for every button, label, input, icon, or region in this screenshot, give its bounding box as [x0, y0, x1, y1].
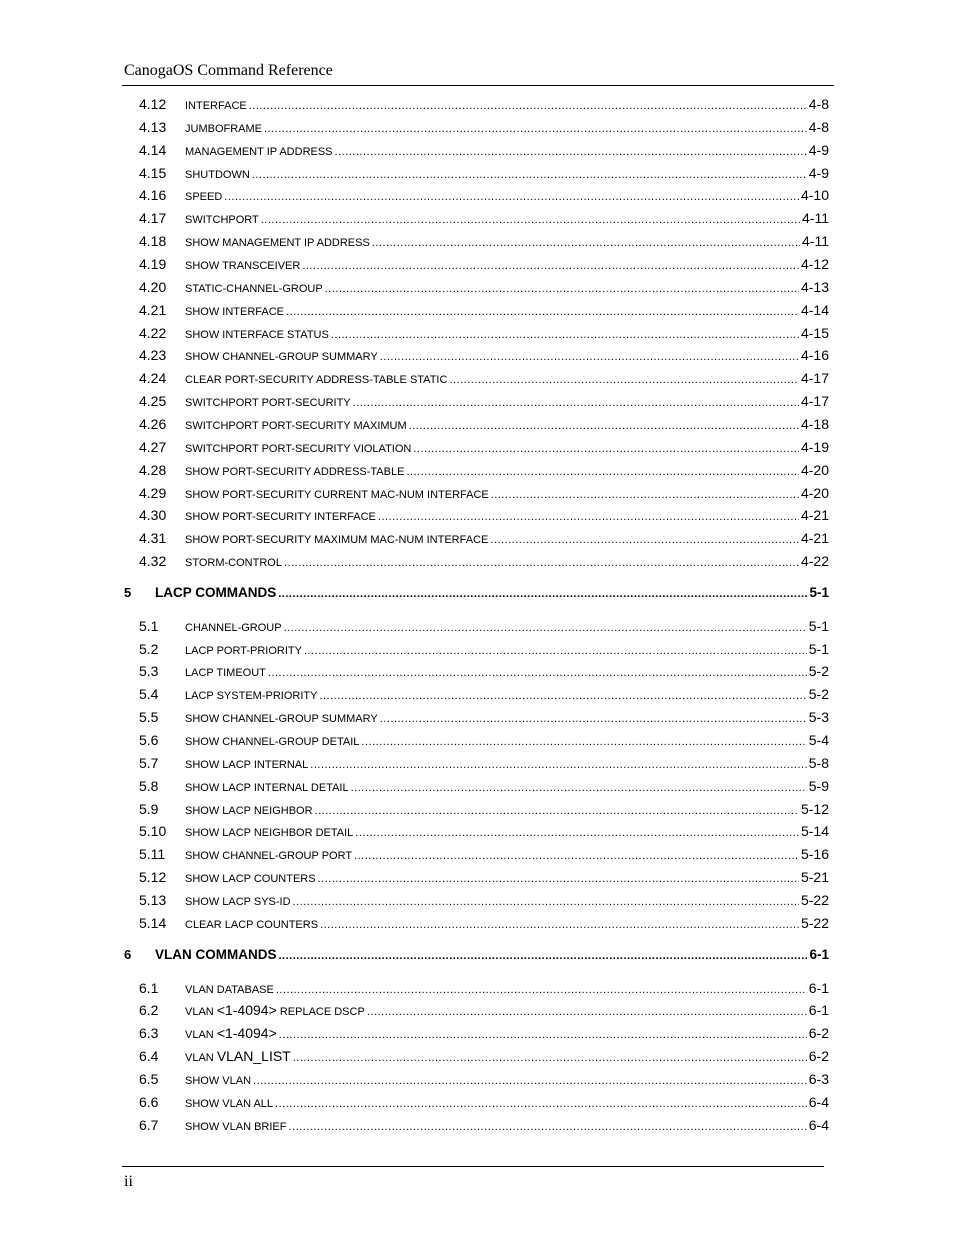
dot-leader — [331, 329, 799, 341]
toc-entry[interactable] — [139, 416, 829, 436]
dot-leader — [380, 713, 807, 725]
toc-entry-page: 4-20 — [800, 461, 829, 478]
header-rule — [122, 85, 834, 86]
toc-entry-number: 5.7 — [139, 754, 159, 771]
toc-entry-number: 4.14 — [139, 141, 167, 158]
toc-entry-title: STORM-CONTROL — [185, 557, 282, 569]
toc-entry-page: 5-16 — [800, 846, 829, 863]
toc-entry-page: 5-1 — [808, 640, 829, 657]
dot-leader — [224, 191, 799, 203]
toc-entry-page: 4-21 — [800, 507, 829, 524]
dot-leader — [268, 667, 807, 679]
toc-entry-title-suffix: REPLACE DSCP — [279, 1006, 365, 1019]
toc-section-entry[interactable] — [124, 947, 829, 967]
toc-entry[interactable] — [139, 256, 829, 276]
toc-entry-title: SPEED — [185, 191, 223, 204]
toc-entry-title-argument: <1-4094> — [216, 1002, 277, 1019]
dot-leader — [315, 805, 799, 817]
dot-leader — [351, 782, 807, 794]
toc-entry[interactable] — [139, 823, 829, 843]
dot-leader — [276, 984, 807, 996]
toc-entry[interactable] — [139, 892, 829, 912]
toc-entry-title: SHUTDOWN — [185, 168, 250, 181]
dot-leader — [304, 645, 807, 657]
toc-entry-title: SHOW CHANNEL-GROUP SUMMARY — [185, 713, 378, 726]
toc-entry-number: 5.8 — [139, 777, 159, 794]
toc-entry-page: 5-9 — [808, 777, 829, 794]
toc-entry-number: 4.26 — [139, 415, 167, 432]
dot-leader — [275, 1098, 807, 1110]
toc-entry[interactable] — [139, 801, 829, 821]
toc-entry-page: 4-13 — [800, 278, 829, 295]
toc-entry[interactable] — [139, 755, 829, 775]
toc-entry-number: 4.27 — [139, 438, 167, 455]
toc-entry-title: SHOW VLAN BRIEF — [185, 1120, 287, 1133]
toc-entry-title: SHOW CHANNEL-GROUP PORT — [185, 850, 353, 863]
toc-entry-page: 6-2 — [808, 1025, 829, 1042]
toc-entry-number: 5.9 — [139, 800, 159, 817]
toc-entry-number: 5.10 — [139, 823, 167, 840]
toc-entry-page: 5-22 — [800, 914, 829, 931]
toc-entry[interactable] — [139, 393, 829, 413]
toc-entry[interactable] — [139, 165, 829, 185]
toc-entry-number: 4.17 — [139, 210, 167, 227]
dot-leader — [335, 146, 807, 158]
toc-entry-title-keyword: VLAN — [185, 1052, 214, 1064]
toc-entry[interactable] — [139, 1094, 829, 1114]
toc-entry-page: 6-4 — [808, 1093, 829, 1110]
toc-entry[interactable] — [139, 142, 829, 162]
dot-leader — [284, 557, 799, 569]
toc-entry-number: 6.3 — [139, 1025, 159, 1042]
toc-entry-number: 6.1 — [139, 979, 159, 996]
toc-entry-title: SHOW LACP NEIGHBOR — [185, 804, 313, 817]
dot-leader — [252, 169, 807, 181]
toc-entry[interactable] — [139, 641, 829, 661]
dot-leader — [354, 850, 799, 862]
dot-leader — [293, 1052, 807, 1064]
toc-entry-number: 5.6 — [139, 732, 159, 748]
toc-entry-page: 5-14 — [800, 823, 829, 840]
toc-entry-title: SHOW CHANNEL-GROUP SUMMARY — [185, 351, 378, 364]
toc-entry-title-keyword: VLAN — [185, 1029, 214, 1042]
dot-leader — [318, 873, 799, 885]
dot-leader — [406, 466, 799, 478]
toc-entry[interactable] — [139, 686, 829, 706]
dot-leader — [413, 443, 799, 455]
toc-entry-page: 4-11 — [802, 233, 829, 250]
toc-entry-title: SWITCHPORT PORT-SECURITY — [185, 397, 351, 410]
toc-entry-title: STATIC-CHANNEL-GROUP — [185, 282, 323, 295]
toc-entry-title: SHOW VLAN ALL — [185, 1097, 274, 1110]
toc-entry-number: 5 — [124, 585, 132, 601]
toc-entry-number: 6.5 — [139, 1070, 159, 1087]
toc-entry[interactable] — [139, 187, 829, 207]
toc-entry-page: 5-21 — [800, 869, 829, 886]
toc-entry-title: LACP COMMANDS — [155, 585, 277, 601]
toc-entry-number: 4.18 — [139, 233, 167, 250]
toc-entry-title: SHOW VLAN — [185, 1074, 252, 1087]
toc-entry-title: SHOW LACP SYS-ID — [185, 895, 291, 908]
toc-entry-number: 4.31 — [139, 530, 167, 547]
toc-entry-title — [185, 1002, 365, 1018]
footer-rule — [122, 1166, 824, 1167]
dot-leader — [279, 950, 808, 962]
toc-section-entry[interactable] — [124, 585, 829, 605]
dot-leader — [409, 420, 799, 432]
page-header-title: CanogaOS Command Reference — [124, 62, 333, 79]
toc-entry-number: 6.7 — [139, 1116, 159, 1133]
toc-entry-page: 5-22 — [800, 891, 829, 908]
dot-leader — [325, 283, 799, 295]
toc-entry-number: 5.12 — [139, 869, 167, 886]
toc-entry[interactable] — [139, 869, 829, 889]
toc-entry-title: SWITCHPORT PORT-SECURITY VIOLATION — [185, 442, 412, 455]
toc-entry[interactable] — [139, 370, 829, 390]
toc-entry-title: CLEAR LACP COUNTERS — [185, 918, 319, 931]
dot-leader — [372, 237, 800, 249]
toc-entry[interactable] — [139, 302, 829, 322]
dot-leader — [253, 1075, 807, 1087]
toc-entry-title: SHOW CHANNEL-GROUP DETAIL — [185, 736, 360, 748]
toc-entry-title: CLEAR PORT-SECURITY ADDRESS-TABLE STATIC — [185, 374, 448, 387]
toc-entry-number: 5.4 — [139, 686, 159, 703]
toc-entry-page: 4-19 — [800, 438, 829, 455]
toc-entry-page: 4-11 — [802, 210, 829, 227]
toc-entry-page: 4-16 — [800, 347, 829, 364]
toc-entry[interactable] — [139, 732, 829, 752]
toc-entry[interactable] — [139, 618, 829, 638]
toc-entry-page: 4-8 — [808, 96, 829, 112]
toc-entry-number: 4.21 — [139, 301, 167, 318]
toc-entry-number: 5.2 — [139, 640, 159, 657]
toc-entry[interactable] — [139, 530, 829, 550]
toc-entry-title: SHOW PORT-SECURITY ADDRESS-TABLE — [185, 465, 405, 478]
toc-entry-number: 6.2 — [139, 1002, 159, 1019]
toc-entry-title: SHOW INTERFACE STATUS — [185, 328, 329, 341]
toc-entry-page: 4-22 — [800, 553, 829, 569]
toc-entry-number: 4.23 — [139, 347, 167, 364]
toc-entry-page: 5-4 — [808, 732, 829, 748]
dot-leader — [361, 736, 806, 748]
toc-entry-number: 4.22 — [139, 324, 167, 341]
dot-leader — [353, 397, 799, 409]
dot-leader — [378, 511, 799, 523]
toc-entry-page: 4-21 — [800, 530, 829, 547]
toc-entry[interactable] — [139, 1117, 829, 1137]
toc-entry-number: 4.12 — [139, 96, 167, 112]
dot-leader — [310, 759, 806, 771]
toc-entry[interactable] — [139, 846, 829, 866]
dot-leader — [380, 351, 799, 363]
toc-entry[interactable] — [139, 233, 829, 253]
toc-entry-number: 5.14 — [139, 914, 167, 931]
toc-entry-page: 5-8 — [808, 754, 829, 771]
toc-entry[interactable] — [139, 1071, 829, 1091]
toc-entry-title: SWITCHPORT — [185, 214, 259, 227]
toc-entry[interactable] — [139, 778, 829, 798]
toc-entry-page: 5-3 — [808, 709, 829, 726]
toc-entry-page: 6-1 — [808, 979, 829, 996]
toc-entry-number: 5.5 — [139, 709, 159, 726]
toc-entry-title: SHOW LACP COUNTERS — [185, 873, 316, 886]
toc-entry-page: 6-1 — [809, 947, 829, 963]
toc-entry-page: 6-2 — [808, 1048, 829, 1064]
dot-leader — [288, 1121, 806, 1133]
toc-entry-title: VLAN DATABASE — [185, 983, 274, 996]
toc-entry[interactable] — [139, 325, 829, 345]
toc-entry[interactable] — [139, 96, 829, 116]
toc-entry-page: 4-14 — [800, 301, 829, 318]
toc-entry-number: 4.24 — [139, 370, 167, 387]
toc-entry-title: SHOW PORT-SECURITY MAXIMUM MAC-NUM INTERFACE — [185, 534, 489, 547]
toc-entry-title-keyword: VLAN — [185, 1006, 214, 1019]
toc-entry-page: 4-9 — [808, 164, 829, 181]
toc-entry[interactable] — [139, 347, 829, 367]
toc-entry-title-argument: VLAN_LIST — [216, 1048, 291, 1064]
dot-leader — [302, 260, 799, 272]
toc-entry-title: JUMBOFRAME — [185, 122, 262, 135]
toc-entry-page: 6-3 — [808, 1070, 829, 1087]
dot-leader — [279, 1029, 807, 1041]
toc-entry-number: 5.3 — [139, 663, 159, 680]
toc-entry[interactable] — [139, 663, 829, 683]
toc-entry-title: SHOW PORT-SECURITY INTERFACE — [185, 511, 376, 524]
toc-entry-title: INTERFACE — [185, 100, 247, 112]
toc-entry[interactable] — [139, 553, 829, 573]
toc-entry-title: LACP TIMEOUT — [185, 667, 266, 680]
dot-leader — [286, 306, 799, 318]
toc-entry-number: 4.19 — [139, 255, 167, 272]
toc-entry-title: SHOW PORT-SECURITY CURRENT MAC-NUM INTERFACE — [185, 488, 489, 501]
toc-entry-page: 5-1 — [808, 617, 829, 634]
dot-leader — [293, 896, 799, 908]
dot-leader — [319, 690, 806, 702]
toc-entry-number: 5.11 — [139, 846, 166, 863]
toc-entry-number: 4.29 — [139, 484, 167, 501]
dot-leader — [355, 827, 799, 839]
toc-entry[interactable] — [139, 119, 829, 139]
toc-entry[interactable] — [139, 439, 829, 459]
toc-entry-title: SHOW LACP NEIGHBOR DETAIL — [185, 827, 354, 840]
dot-leader — [261, 214, 800, 226]
toc-entry-page: 4-17 — [800, 370, 829, 387]
dot-leader — [491, 489, 799, 501]
toc-entry-number: 4.13 — [139, 118, 167, 135]
dot-leader — [449, 374, 799, 386]
dot-leader — [284, 622, 807, 634]
toc-entry-title: SHOW MANAGEMENT IP ADDRESS — [185, 237, 370, 250]
toc-entry-page: 5-12 — [800, 800, 829, 817]
toc-entry-number: 5.13 — [139, 891, 167, 908]
toc-entry[interactable] — [139, 210, 829, 230]
toc-entry-number: 4.20 — [139, 278, 167, 295]
toc-entry-page: 5-1 — [809, 585, 829, 601]
toc-entry-page: 6-1 — [808, 1002, 829, 1019]
toc-entry[interactable] — [139, 1025, 829, 1045]
toc-entry-number: 4.28 — [139, 461, 167, 478]
toc-entry-number: 6 — [124, 947, 132, 963]
toc-entry-title — [185, 1025, 277, 1041]
toc-entry-page: 4-20 — [800, 484, 829, 501]
toc-entry-page: 4-9 — [808, 141, 829, 158]
toc-entry-number: 4.15 — [139, 164, 167, 181]
toc-entry-title: SHOW LACP INTERNAL DETAIL — [185, 781, 349, 794]
toc-entry-page: 5-2 — [808, 663, 829, 680]
footer-page-number: ii — [124, 1173, 133, 1190]
toc-entry-page: 5-2 — [808, 686, 829, 703]
toc-entry[interactable] — [139, 507, 829, 527]
toc-entry-title: SHOW TRANSCEIVER — [185, 259, 301, 272]
toc-entry-title: VLAN COMMANDS — [155, 947, 277, 963]
dot-leader — [278, 588, 807, 600]
toc-entry[interactable] — [139, 279, 829, 299]
toc-entry-page: 4-18 — [800, 415, 829, 432]
dot-leader — [367, 1006, 807, 1018]
toc-entry[interactable] — [139, 1048, 829, 1068]
toc-entry-title: LACP PORT-PRIORITY — [185, 644, 302, 657]
toc-entry-title: LACP SYSTEM-PRIORITY — [185, 690, 318, 703]
dot-leader — [249, 100, 807, 112]
toc-entry[interactable] — [139, 915, 829, 935]
toc-entry[interactable] — [139, 709, 829, 729]
toc-entry-title: MANAGEMENT IP ADDRESS — [185, 145, 333, 158]
dot-leader — [320, 919, 799, 931]
toc-entry-title — [185, 1048, 291, 1064]
toc-entry[interactable] — [139, 485, 829, 505]
toc-entry-number: 4.25 — [139, 393, 167, 410]
toc-entry-title: SWITCHPORT PORT-SECURITY MAXIMUM — [185, 419, 407, 432]
toc-entry-page: 6-4 — [808, 1116, 829, 1133]
toc-entry-number: 5.1 — [139, 617, 159, 634]
toc-entry-number: 4.16 — [139, 187, 167, 204]
toc-entry-page: 4-15 — [800, 324, 829, 341]
toc-entry-page: 4-10 — [800, 187, 829, 204]
toc-entry-number: 6.6 — [139, 1093, 159, 1110]
toc-entry[interactable] — [139, 462, 829, 482]
toc-entry-title: CHANNEL-GROUP — [185, 621, 282, 634]
toc-entry-title-argument: <1-4094> — [216, 1025, 277, 1042]
toc-entry-page: 4-17 — [800, 393, 829, 410]
dot-leader — [490, 534, 799, 546]
toc-entry-title: SHOW INTERFACE — [185, 305, 285, 318]
toc-entry-page: 4-8 — [808, 118, 829, 135]
toc-entry-title: SHOW LACP INTERNAL — [185, 758, 309, 771]
toc-entry-page: 4-12 — [800, 255, 829, 272]
toc-entry-number: 4.30 — [139, 507, 167, 524]
toc-entry-number: 4.32 — [139, 553, 167, 569]
toc-entry[interactable] — [139, 1002, 829, 1022]
toc-entry-number: 6.4 — [139, 1048, 159, 1064]
toc-entry[interactable] — [139, 980, 829, 1000]
dot-leader — [264, 123, 807, 135]
